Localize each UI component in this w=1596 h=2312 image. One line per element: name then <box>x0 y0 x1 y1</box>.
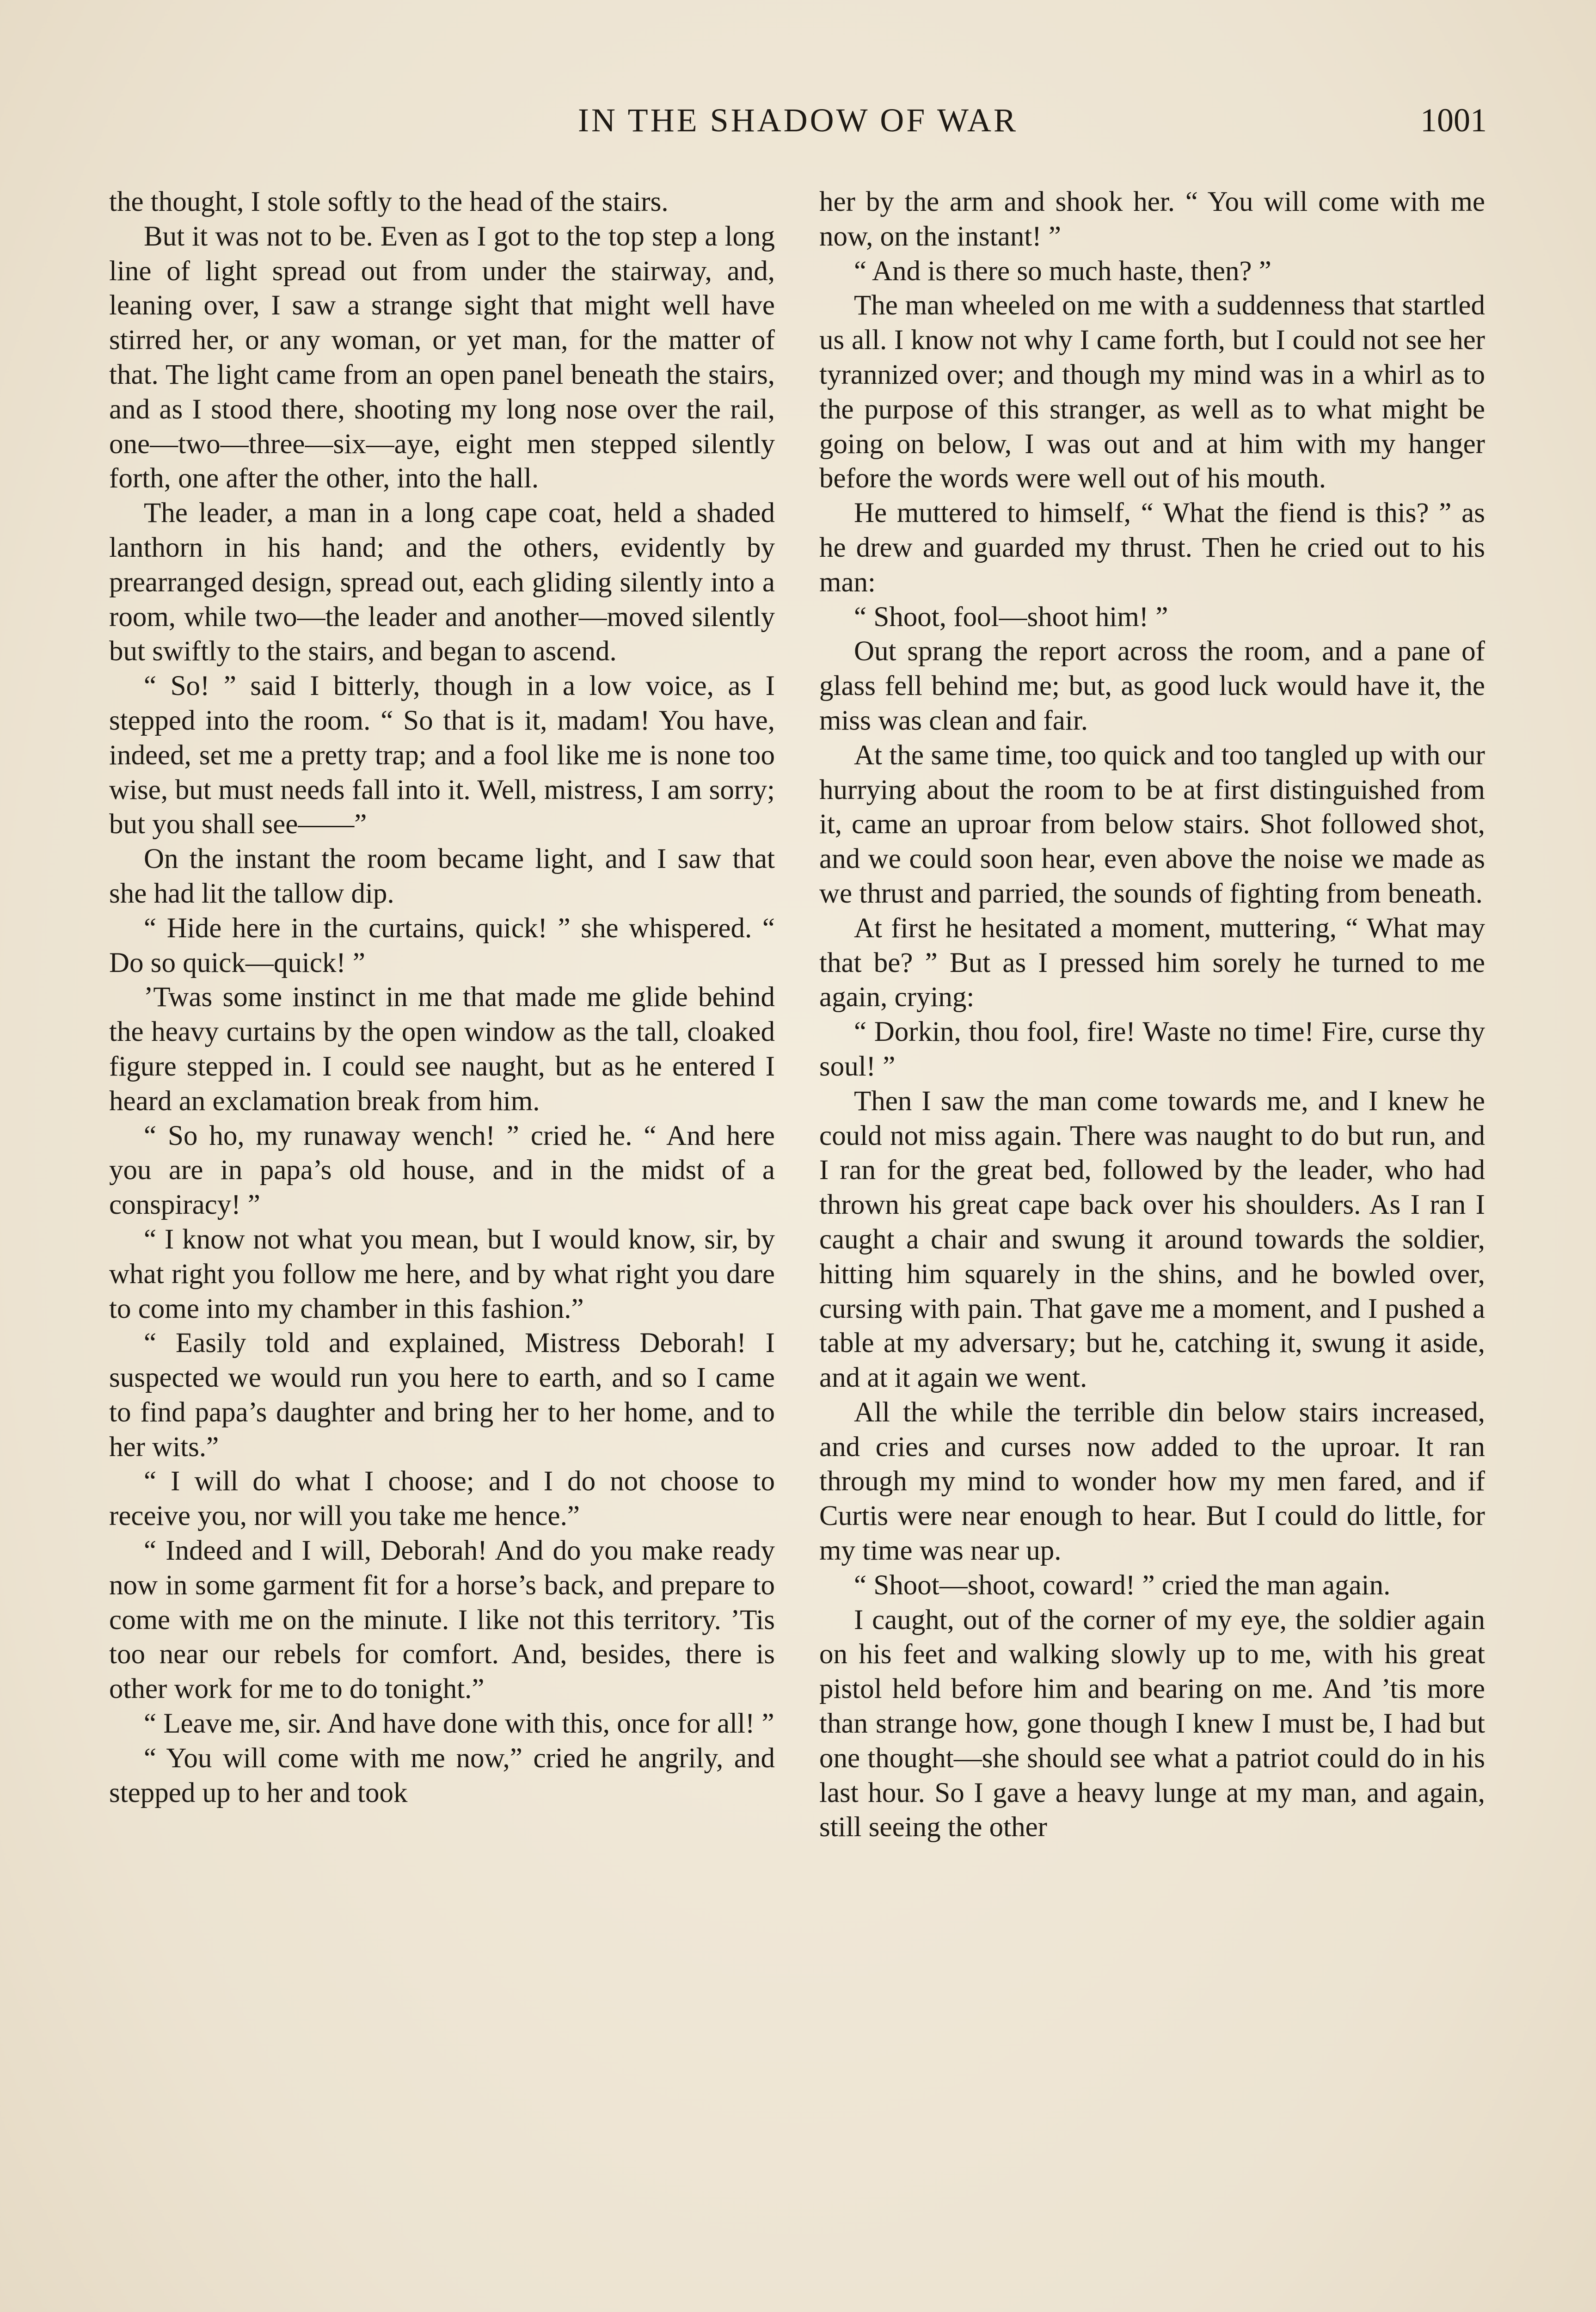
paragraph: Then I saw the man come towards me, and I knew he could not miss again. There was naught to do but run, and I ran for the great bed, followed by the leader, who had thrown his great cape back over his shoulders. As I ran I caught a chair and swung it around towards the soldier, hitting him squarely in the shins, and he bowled over, cursing with pain. That gave me a moment, and I pushed a table at my adversary; but he, catching it, swung it aside, and at it again we went. <box>819 1085 1485 1394</box>
paragraph: The man wheeled on me with a suddenness that startled us all. I know not why I came forth, but I could not see her tyrannized over; and though my mind was in a whirl as to the purpose of this stranger, as well as to what might be going on below, I was out and at him with my hanger before the words were well out of his mouth. <box>819 290 1485 494</box>
paragraph: “ So ho, my runaway wench! ” cried he. “ And here you are in papa’s old house, and in the midst of a conspiracy! ” <box>109 1120 775 1221</box>
paragraph: “ I know not what you mean, but I would know, sir, by what right you follow me here, and by what right you dare to come into my chamber in this fashion.” <box>109 1224 775 1324</box>
paragraph: ’Twas some instinct in me that made me glide behind the heavy curtains by the open window as the tall, cloaked figure stepped in. I could see naught, but as he entered I heard an exclamation break from him. <box>109 982 775 1117</box>
paragraph: All the while the terrible din below stairs increased, and cries and curses now added to the uproar. It ran through my mind to wonder how my men fared, and if Curtis were near enough to hear. But I could do little, for my time was near up. <box>819 1396 1485 1567</box>
paragraph: He muttered to himself, “ What the fiend is this? ” as he drew and guarded my thrust. Then he cried out to his man: <box>819 498 1485 598</box>
paragraph: the thought, I stole softly to the head of the stairs. <box>109 186 669 217</box>
paragraph: “ So! ” said I bitterly, though in a low voice, as I stepped into the room. “ So that is it, madam! You have, indeed, set me a pretty trap; and a fool like me is none too wise, but must needs fall into it. Well, mistress, I am sorry; but you shall see——” <box>109 670 775 840</box>
paragraph: “ Easily told and explained, Mistress Deborah! I suspected we would run you here to earth, and so I came to find papa’s daughter and bring her to her home, and to her wits.” <box>109 1328 775 1463</box>
text-column-left <box>109 185 775 2312</box>
paragraph: “ Leave me, sir. And have done with this, once for all! ” <box>144 1708 774 1740</box>
paragraph: “ Shoot, fool—shoot him! ” <box>854 601 1168 633</box>
paragraph: At the same time, too quick and too tangled up with our hurrying about the room to be at first distinguished from it, came an uproar from below stairs. Shot followed shot, and we could soon hear, even above the noise we made as we thrust and parried, the sounds of fighting from beneath. <box>819 739 1485 909</box>
paragraph: On the instant the room became light, and I saw that she had lit the tallow dip. <box>109 843 775 909</box>
paragraph: “ I will do what I choose; and I do not choose to receive you, nor will you take me hence.” <box>109 1466 775 1532</box>
paragraph: At first he hesitated a moment, muttering, “ What may that be? ” But as I pressed him sorely he turned to me again, crying: <box>819 912 1485 1013</box>
paragraph: “ Shoot—shoot, coward! ” cried the man again. <box>854 1569 1391 1601</box>
running-title: IN THE SHADOW OF WAR <box>577 102 1019 139</box>
paragraph: But it was not to be. Even as I got to the top step a long line of light spread out from under the stairway, and, leaning over, I saw a strange sight that might well have stirred her, or any woman, or yet man, for the matter of that. The light came from an open panel beneath the stairs, and as I stood there, shooting my long nose over the rail, one—two—three—six—aye, eight men stepped silently forth, one after the other, into the hall. <box>109 221 775 494</box>
paragraph: “ Hide here in the curtains, quick! ” she whispered. “ Do so quick—quick! ” <box>109 912 775 978</box>
paragraph: Out sprang the report across the room, and a pane of glass fell behind me; but, as good luck would have it, the miss was clean and fair. <box>819 636 1485 736</box>
text-column-right <box>819 185 1485 2312</box>
paragraph: “ You will come with me now,” cried he angrily, and stepped up to her and took <box>109 1742 775 1808</box>
page-number: 1001 <box>1420 102 1487 139</box>
paragraph: “ Dorkin, thou fool, fire! Waste no time! Fire, curse thy soul! ” <box>819 1016 1485 1082</box>
paragraph: her by the arm and shook her. “ You will come with me now, on the instant! ” <box>819 186 1485 252</box>
paragraph: “ Indeed and I will, Deborah! And do you make ready now in some garment fit for a horse’s back, and prepare to come with me on the minute. I like not this territory. ’Tis too near our rebels for comfort. And, besides, there is other work for me to do tonight.” <box>109 1535 775 1705</box>
paragraph: “ And is there so much haste, then? ” <box>854 255 1271 287</box>
paragraph: I caught, out of the corner of my eye, the soldier again on his feet and walking slowly up to me, with his great pistol held before him and bearing on me. And ’tis more than strange how, gone though I knew I must be, I had but one thought—she should see what a patriot could do in his last hour. So I gave a heavy lunge at my man, and again, still seeing the other <box>819 1604 1485 1843</box>
paragraph: The leader, a man in a long cape coat, held a shaded lanthorn in his hand; and the others, evidently by prearranged design, spread out, each gliding silently into a room, while two—the leader and another—moved silently but swiftly to the stairs, and began to ascend. <box>109 498 775 667</box>
running-head <box>109 95 1487 146</box>
